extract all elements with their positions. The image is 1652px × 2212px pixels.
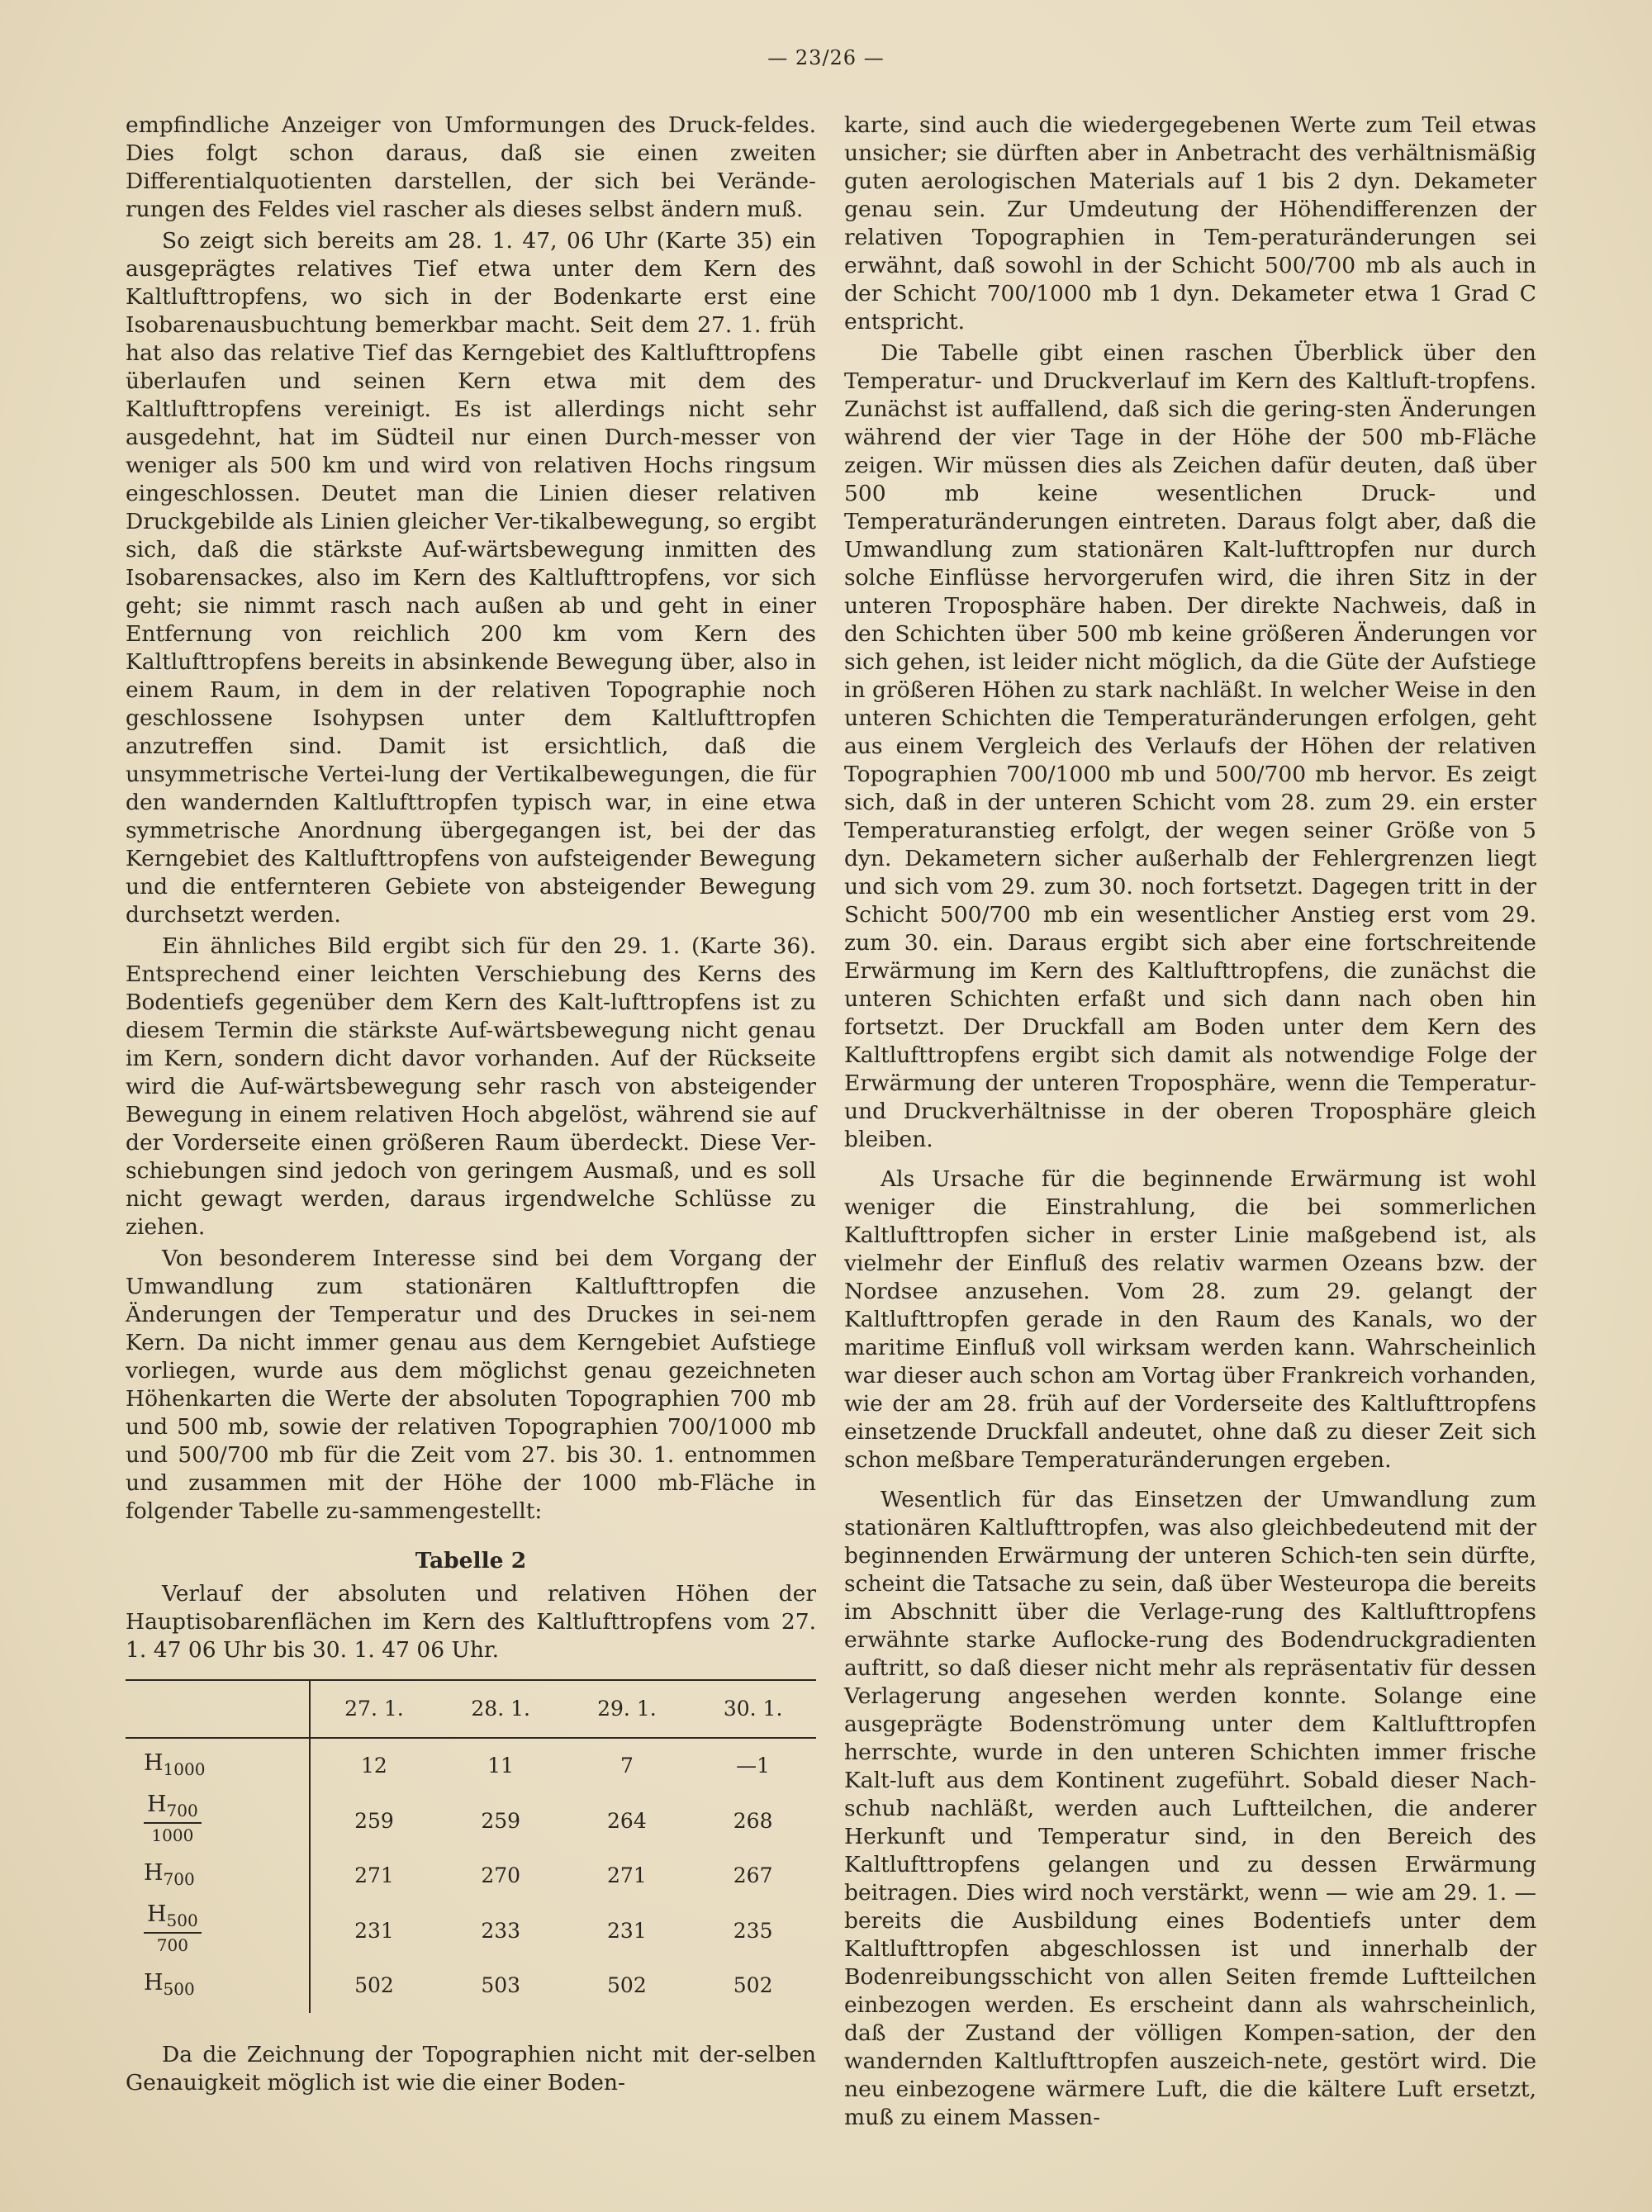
row-label	[126, 1849, 310, 1903]
row-label-sub: 1000	[163, 1759, 206, 1779]
table-cell: —1	[736, 1754, 771, 1778]
table-caption: Verlauf der absoluten und relativen Höhen der Hauptisobarenflächen im Kern des Kaltlufttropfens vom 27. 1. 47 06 Uhr bis 30. 1. 47 06 Uhr.	[126, 1581, 816, 1663]
paragraph: Da die Zeichnung der Topographien nicht mit der-selben Genauigkeit möglich ist wie die einer Boden-	[126, 2042, 816, 2096]
left-column	[126, 112, 816, 2100]
table-cell: 502	[354, 1973, 394, 1997]
table-row	[126, 1793, 816, 1849]
row-label-main: H	[144, 1859, 164, 1886]
table-cell: 259	[354, 1808, 394, 1833]
column-header: 27. 1.	[310, 1680, 438, 1738]
paragraph: Als Ursache für die beginnende Erwärmung ist wohl weniger die Einstrahlung, die bei sommerlichen Kaltlufttropfen sicher in erster Linie maßgebend ist, als vielmehr der Einfluß des relativ warmen Ozeans bzw. der Nordsee anzusehen. Vom 28. zum 29. gelangt der Kaltlufttropfen gerade in den Raum des Kanals, wo der maritime Einfluß voll wirksam werden kann. Wahrscheinlich war dieser auch schon am Vortag über Frankreich vorhanden, wie der am 28. früh auf der Vorderseite des Kaltlufttropfens einsetzende Druckfall andeutet, ohne daß zu dieser Zeit sich schon meßbare Temperaturänderungen ergeben.	[844, 1166, 1536, 1473]
row-label-sub: 700	[163, 1868, 195, 1889]
row-label-sub: 500	[166, 1911, 198, 1930]
row-label	[126, 1738, 310, 1793]
table-cell: 235	[733, 1918, 773, 1943]
table-cell: 271	[607, 1863, 647, 1887]
row-label-main: H	[147, 1901, 167, 1927]
table-cell: 503	[481, 1973, 521, 1997]
paragraph: Von besonderem Interesse sind bei dem Vorgang der Umwandlung zum stationären Kaltlufttropfen die Änderungen der Temperatur und des Druckes in sei-nem Kern. Da nicht immer genau aus dem Kerngebiet Aufstiege vorliegen, wurde aus dem möglichst genau gezeichneten Höhenkarten die Werte der absoluten Topographien 700 mb und 500 mb, sowie der relativen Topographien 700/1000 mb und 500/700 mb für die Zeit vom 27. bis 30. 1. entnommen und zusammen mit der Höhe der 1000 mb-Fläche in folgender Tabelle zu-sammengestellt:	[126, 1246, 816, 1524]
table-cell: 268	[733, 1808, 773, 1833]
right-column	[844, 112, 1536, 2135]
paragraph: empfindliche Anzeiger von Umformungen des Druck-feldes. Dies folgt schon daraus, daß sie einen zweiten Differentialquotienten darstellen, der sich bei Verände-rungen des Feldes viel rascher als dieses selbst ändern muß.	[126, 112, 816, 222]
column-header: 28. 1.	[438, 1680, 564, 1738]
table-cell: 11	[487, 1754, 515, 1778]
table-cell: 259	[481, 1808, 521, 1833]
table-cell: 267	[733, 1863, 773, 1887]
row-label	[126, 1793, 310, 1849]
page-number: — 23/26 —	[767, 46, 885, 69]
row-label-main: H	[144, 1749, 164, 1776]
row-label	[126, 1958, 310, 2013]
column-header: 30. 1.	[690, 1680, 816, 1738]
table-cell: 7	[620, 1754, 634, 1778]
table-row	[126, 1849, 816, 1903]
table-cell: 271	[354, 1863, 394, 1887]
table-row	[126, 1958, 816, 2013]
table-row	[126, 1738, 816, 1793]
table-cell: 231	[354, 1918, 394, 1943]
table-cell: 270	[481, 1863, 521, 1887]
table-cell: 233	[481, 1918, 521, 1943]
column-header: 29. 1.	[564, 1680, 691, 1738]
row-label-main: H	[147, 1792, 167, 1817]
paragraph: Die Tabelle gibt einen raschen Überblick über den Temperatur- und Druckverlauf im Kern des Kaltluft-tropfens. Zunächst ist auffallend, daß sich die gering-sten Änderungen während der vier Tage in der Höhe der 500 mb-Fläche zeigen. Wir müssen dies als Zeichen dafür deuten, daß über 500 mb keine wesentlichen Druck- und Temperaturänderungen eintreten. Daraus folgt aber, daß die Umwandlung zum stationären Kalt-lufttropfen nur durch solche Einflüsse hervorgerufen wird, die ihren Sitz in der unteren Troposphäre haben. Der direkte Nachweis, daß in den Schichten über 500 mb keine größeren Änderungen vor sich gehen, ist leider nicht möglich, da die Güte der Aufstiege in größeren Höhen zu stark nachläßt. In welcher Weise in den unteren Schichten die Temperaturänderungen erfolgen, geht aus einem Vergleich des Verlaufs der Höhen der relativen Topographien 700/1000 mb und 500/700 mb hervor. Es zeigt sich, daß in der unteren Schicht vom 28. zum 29. ein erster Temperaturanstieg erfolgt, der wegen seiner Größe von 5 dyn. Dekametern sicher außerhalb der Fehlergrenzen liegt und sich vom 29. zum 30. noch fortsetzt. Dagegen tritt in der Schicht 500/700 mb ein wesentlicher Anstieg erst vom 29. zum 30. ein. Daraus ergibt sich aber eine fortschreitende Erwärmung im Kern des Kaltlufttropfens, die zunächst die unteren Schichten erfaßt und sich dann nach oben hin fortsetzt. Der Druckfall am Boden unter dem Kern des Kaltlufttropfens ergibt sich damit als notwendige Folge der Erwärmung der unteren Troposphäre, wenn die Temperatur- und Druckverhältnisse in der oberen Troposphäre gleich bleiben.	[844, 340, 1536, 1152]
paragraph: Wesentlich für das Einsetzen der Umwandlung zum stationären Kaltlufttropfen, was also gleichbedeutend mit der beginnenden Erwärmung der unteren Schich-ten sein dürfte, scheint die Tatsache zu sein, daß über Westeuropa die bereits im Abschnitt über die Verlage-rung des Kaltlufttropfens erwähnte starke Auflocke-rung des Bodendruckgradienten auftritt, so daß dieser nicht mehr als repräsentativ für dessen Verlagerung angesehen werden konnte. Solange eine ausgeprägte Bodenströmung unter dem Kaltlufttropfen herrschte, wurde in den unteren Schichten immer frische Kalt-luft aus dem Kontinent zugeführt. Sobald dieser Nach-schub nachläßt, werden auch Luftteilchen, die anderer Herkunft und Temperatur sind, in den Bereich des Kaltlufttropfens gelangen und zu dessen Erwärmung beitragen. Dies wird noch verstärkt, wenn — wie am 29. 1. — bereits die Ausbildung eines Bodentiefs unter dem Kaltlufttropfen abgeschlossen ist und innerhalb der Bodenreibungsschicht von allen Seiten fremde Luftteilchen einbezogen werden. Es erscheint dann als wahrscheinlich, daß der Zustand der völligen Kompen-sation, der den wandernden Kaltlufttropfen auszeich-nete, gestört wird. Die neu einbezogene wärmere Luft, die die kältere Luft ersetzt, muß zu einem Massen-	[844, 1487, 1536, 2130]
row-label-fraction	[144, 1793, 202, 1847]
row-label-fraction	[144, 1903, 202, 1957]
table-cell: 502	[733, 1973, 773, 1997]
paragraph: karte, sind auch die wiedergegebenen Werte zum Teil etwas unsicher; sie dürften aber in Anbetracht des verhältnismäßig guten aerologischen Materials auf 1 bis 2 dyn. Dekameter genau sein. Zur Umdeutung der Höhendifferenzen der relativen Topographien in Tem-peraturänderungen sei erwähnt, daß sowohl in der Schicht 500/700 mb als auch in der Schicht 700/1000 mb 1 dyn. Dekameter etwa 1 Grad C entspricht.	[844, 112, 1536, 335]
data-table	[126, 1679, 816, 2013]
paragraph: So zeigt sich bereits am 28. 1. 47, 06 Uhr (Karte 35) ein ausgeprägtes relatives Tief etwa unter dem Kern des Kaltlufttropfens, wo sich in der Bodenkarte erst eine Isobarenausbuchtung bemerkbar macht. Seit dem 27. 1. früh hat also das relative Tief das Kerngebiet des Kaltlufttropfens überlaufen und seinen Kern etwa mit dem des Kaltlufttropfens vereinigt. Es ist allerdings nicht sehr ausgedehnt, hat im Südteil nur einen Durch-messer von weniger als 500 km und wird von relativen Hochs ringsum eingeschlossen. Deutet man die Linien dieser relativen Druckgebilde als Linien gleicher Ver-tikalbewegung, so ergibt sich, daß die stärkste Auf-wärtsbewegung inmitten des Isobarensackes, also im Kern des Kaltlufttropfens, vor sich geht; sie nimmt rasch nach außen ab und geht in einer Entfernung von reichlich 200 km vom Kern des Kaltlufttropfens bereits in absinkende Bewegung über, also in einem Raum, in dem in der relativen Topographie noch geschlossene Isohypsen unter dem Kaltlufttropfen anzutreffen sind. Damit ist ersichtlich, daß die unsymmetrische Vertei-lung der Vertikalbewegungen, die für den wandernden Kaltlufttropfen typisch war, in eine etwa symmetrische Anordnung übergegangen ist, bei der das Kerngebiet des Kaltlufttropfens von aufsteigender Bewegung und die entfernteren Gebiete von absteigender Bewegung durchsetzt werden.	[126, 228, 816, 928]
row-label-sub: 500	[163, 1978, 195, 1999]
table-cell: 12	[361, 1754, 387, 1778]
row-label-main: H	[144, 1969, 164, 1996]
header-empty-cell	[126, 1680, 310, 1738]
table-row	[126, 1903, 816, 1958]
row-label	[126, 1903, 310, 1958]
row-label-denominator: 700	[156, 1935, 188, 1955]
table-cell: 502	[607, 1973, 647, 1997]
row-label-sub: 700	[166, 1801, 198, 1820]
row-label-denominator: 1000	[151, 1825, 194, 1845]
table-cell: 264	[607, 1808, 647, 1833]
table-title: Tabelle 2	[415, 1548, 527, 1574]
table-header-row	[126, 1680, 816, 1738]
table-cell: 231	[607, 1918, 647, 1943]
paragraph: Ein ähnliches Bild ergibt sich für den 29. 1. (Karte 36). Entsprechend einer leichten Verschiebung des Kerns des Bodentiefs gegenüber dem Kern des Kalt-lufttropfens ist zu diesem Termin die stärkste Auf-wärtsbewegung nicht genau im Kern, sondern dicht davor vorhanden. Auf der Rückseite wird die Auf-wärtsbewegung sehr rasch von absteigender Bewegung in einem relativen Hoch abgelöst, während sie auf der Vorderseite einen größeren Raum überdeckt. Diese Ver-schiebungen sind jedoch von geringem Ausmaß, und es soll nicht gewagt werden, daraus irgendwelche Schlüsse zu ziehen.	[126, 933, 816, 1240]
